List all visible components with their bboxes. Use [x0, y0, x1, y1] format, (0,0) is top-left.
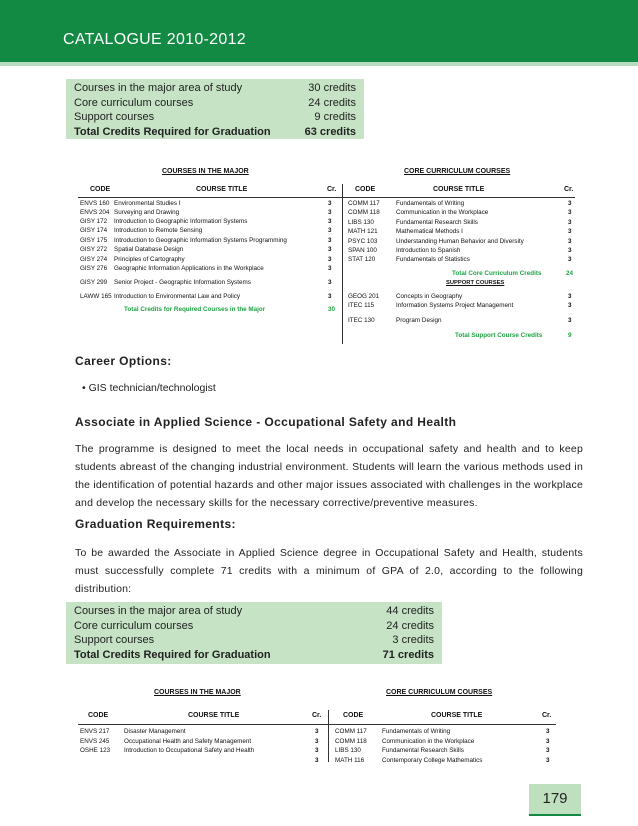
course-code: COMM 118: [348, 209, 380, 217]
course-title: Introduction to Environmental Law and Policy: [114, 293, 241, 300]
course-code: SPAN 100: [348, 247, 377, 254]
course-title: Surveying and Drawing: [114, 209, 180, 216]
course-code: MATH 121: [348, 228, 378, 236]
course-code: STAT 120: [348, 256, 376, 264]
table-rule: [78, 724, 556, 725]
course-code: ENVS 217: [80, 728, 110, 735]
course-title: Fundamentals of Writing: [382, 728, 451, 735]
course-code: LAWW 165: [80, 293, 112, 300]
course-credit: 3: [568, 218, 572, 226]
summary-label: Courses in the major area of study: [74, 605, 243, 617]
credit-column-header: Cr.: [542, 712, 552, 719]
title-column-header: COURSE TITLE: [196, 186, 248, 193]
core-section-heading: CORE CURRICULUM COURSES: [386, 689, 493, 696]
summary-value: 63 credits: [304, 125, 356, 138]
summary-value: 44 credits: [386, 605, 434, 617]
summary-label: Core curriculum courses: [74, 96, 194, 109]
course-title: Introduction to Occupational Safety and Health: [124, 747, 255, 755]
code-column-header: CODE: [88, 712, 109, 719]
course-credit: 3: [328, 200, 332, 207]
course-credit: 3: [328, 293, 332, 300]
summary-label: Total Credits Required for Graduation: [74, 125, 271, 138]
core-total-label: Total Core Curriculum Credits: [452, 270, 542, 277]
course-code: ENVS 245: [80, 737, 110, 745]
course-title: Program Design: [396, 317, 442, 324]
course-title: Senior Project - Geographic Information Systems: [114, 279, 251, 286]
page-number: 179: [529, 784, 581, 814]
course-credit: 3: [568, 247, 572, 254]
course-title: Geographic Information Applications in the Workplace: [114, 265, 264, 272]
course-credit: 3: [568, 317, 572, 324]
course-title: Fundamentals of Writing: [396, 200, 465, 207]
summary-label: Support courses: [74, 634, 155, 646]
program-description: The programme is designed to meet the local needs in occupational safety and health and to keep students abreast of the changing industrial environment. Students will learn the various methods used in the identification of potential hazards and other major issues associated with challenges in the workplace and develop the necessary skills for the necessary corrective/preventive measures.: [75, 443, 583, 509]
course-code: GISY 274: [80, 256, 108, 263]
major-section-heading: COURSES IN THE MAJOR: [154, 689, 241, 696]
core-section-heading: CORE CURRICULUM COURSES: [404, 168, 511, 175]
course-title: Fundamentals of Statistics: [396, 256, 470, 264]
summary-label: Support courses: [74, 111, 155, 123]
course-title: Occupational Health and Safety Management: [124, 737, 252, 745]
course-title: Communication in the Workplace: [382, 737, 475, 745]
course-credit: 3: [328, 209, 332, 216]
course-credit: 3: [546, 747, 550, 755]
course-credit: 3: [568, 200, 572, 207]
summary-label: Courses in the major area of study: [74, 82, 243, 94]
course-code: GISY 174: [80, 227, 108, 234]
credit-column-header: Cr.: [564, 186, 574, 193]
course-credit: 3: [315, 728, 319, 735]
course-title: Principles of Cartography: [114, 256, 185, 263]
course-credit: 3: [568, 228, 572, 236]
course-credit: 3: [546, 756, 550, 764]
course-credit: 3: [328, 265, 332, 272]
title-column-header: COURSE TITLE: [433, 186, 485, 193]
course-title: Fundamental Research Skills: [396, 218, 478, 226]
course-code: GISY 276: [80, 265, 108, 272]
course-credit: 3: [546, 728, 550, 735]
course-title: Introduction to Spanish: [396, 247, 461, 254]
course-code: GISY 299: [80, 279, 108, 286]
course-credit: 3: [568, 237, 572, 245]
course-code: COMM 117: [335, 728, 367, 735]
page-number-underline: [529, 814, 581, 816]
course-code: COMM 118: [335, 737, 367, 745]
course-credit: 3: [328, 256, 332, 263]
credit-column-header: Cr.: [327, 186, 337, 193]
course-credit: 3: [315, 747, 319, 755]
course-title: Introduction to Geographic Information Systems Programming: [114, 237, 287, 244]
program-heading: Associate in Applied Science - Occupational Safety and Health: [75, 415, 457, 429]
course-credit: 3: [315, 737, 319, 745]
summary-value: 9 credits: [314, 111, 356, 123]
course-title: Concepts in Geography: [396, 293, 463, 300]
course-title: Understanding Human Behavior and Diversity: [396, 237, 524, 245]
summary-value: 24 credits: [386, 619, 434, 632]
course-code: ENVS 204: [80, 209, 110, 216]
core-total-value: 24: [566, 270, 574, 277]
summary-value: 30 credits: [308, 82, 356, 94]
course-credit: 3: [328, 218, 332, 225]
major-total-value: 30: [328, 306, 336, 313]
support-section-heading: SUPPORT COURSES: [446, 280, 505, 286]
code-column-header: CODE: [90, 186, 111, 193]
course-title: Information Systems Project Management: [396, 302, 514, 309]
course-code: LIBS 130: [335, 747, 361, 755]
support-total-value: 9: [568, 332, 572, 339]
career-options-heading: Career Options:: [75, 354, 172, 368]
course-code: GISY 272: [80, 246, 108, 253]
course-code: ITEC 130: [348, 317, 375, 324]
support-total-label: Total Support Course Credits: [455, 332, 543, 339]
course-credit: 3: [315, 756, 319, 764]
course-title: Introduction to Geographic Information Systems: [114, 218, 248, 225]
credit-column-header: Cr.: [312, 712, 322, 719]
course-credit: 3: [568, 256, 572, 264]
course-code: PSYC 103: [348, 237, 378, 245]
course-title: Communication in the Workplace: [396, 209, 489, 217]
course-code: LIBS 130: [348, 218, 374, 226]
catalogue-title: CATALOGUE 2010-2012: [63, 31, 246, 48]
course-code: COMM 117: [348, 200, 380, 207]
major-total-label: Total Credits for Required Courses in the Major: [124, 306, 266, 313]
table-divider: [328, 710, 329, 762]
course-title: Environmental Studies I: [114, 200, 181, 207]
career-option-item: • GIS technician/technologist: [82, 382, 216, 394]
graduation-description: To be awarded the Associate in Applied Science degree in Occupational Safety and Health, students must successfully complete 71 credits with a minimum of GPA of 2.0, according to the following distribution:: [75, 547, 583, 595]
course-code: GISY 175: [80, 237, 108, 244]
course-credit: 3: [568, 302, 572, 309]
course-credit: 3: [568, 293, 572, 300]
course-title: Spatial Database Design: [114, 246, 184, 253]
summary-value: 71 credits: [382, 648, 434, 661]
code-column-header: CODE: [355, 186, 376, 193]
course-credit: 3: [328, 246, 332, 253]
course-credit: 3: [546, 737, 550, 745]
course-code: ENVS 160: [80, 200, 110, 207]
course-code: MATH 116: [335, 756, 365, 764]
graduation-heading: Graduation Requirements:: [75, 517, 236, 531]
course-code: OSHE 123: [80, 747, 111, 755]
title-column-header: COURSE TITLE: [188, 712, 240, 719]
course-credit: 3: [328, 279, 332, 286]
major-section-heading: COURSES IN THE MAJOR: [162, 168, 249, 175]
course-code: GEOG 201: [348, 293, 380, 300]
course-title: Disaster Management: [124, 728, 186, 735]
course-title: Contemporary College Mathematics: [382, 756, 483, 764]
course-credit: 3: [328, 237, 332, 244]
summary-value: 24 credits: [308, 96, 356, 109]
course-title: Mathematical Methods I: [396, 228, 463, 236]
title-column-header: COURSE TITLE: [431, 712, 483, 719]
course-code: ITEC 115: [348, 302, 375, 309]
course-title: Fundamental Research Skills: [382, 747, 464, 755]
course-credit: 3: [328, 227, 332, 234]
summary-label: Core curriculum courses: [74, 619, 194, 632]
course-credit: 3: [568, 209, 572, 217]
course-title: Introduction to Remote Sensing: [114, 227, 203, 234]
summary-label: Total Credits Required for Graduation: [74, 648, 271, 661]
summary-value: 3 credits: [392, 634, 434, 646]
course-code: GISY 172: [80, 218, 108, 225]
code-column-header: CODE: [343, 712, 364, 719]
